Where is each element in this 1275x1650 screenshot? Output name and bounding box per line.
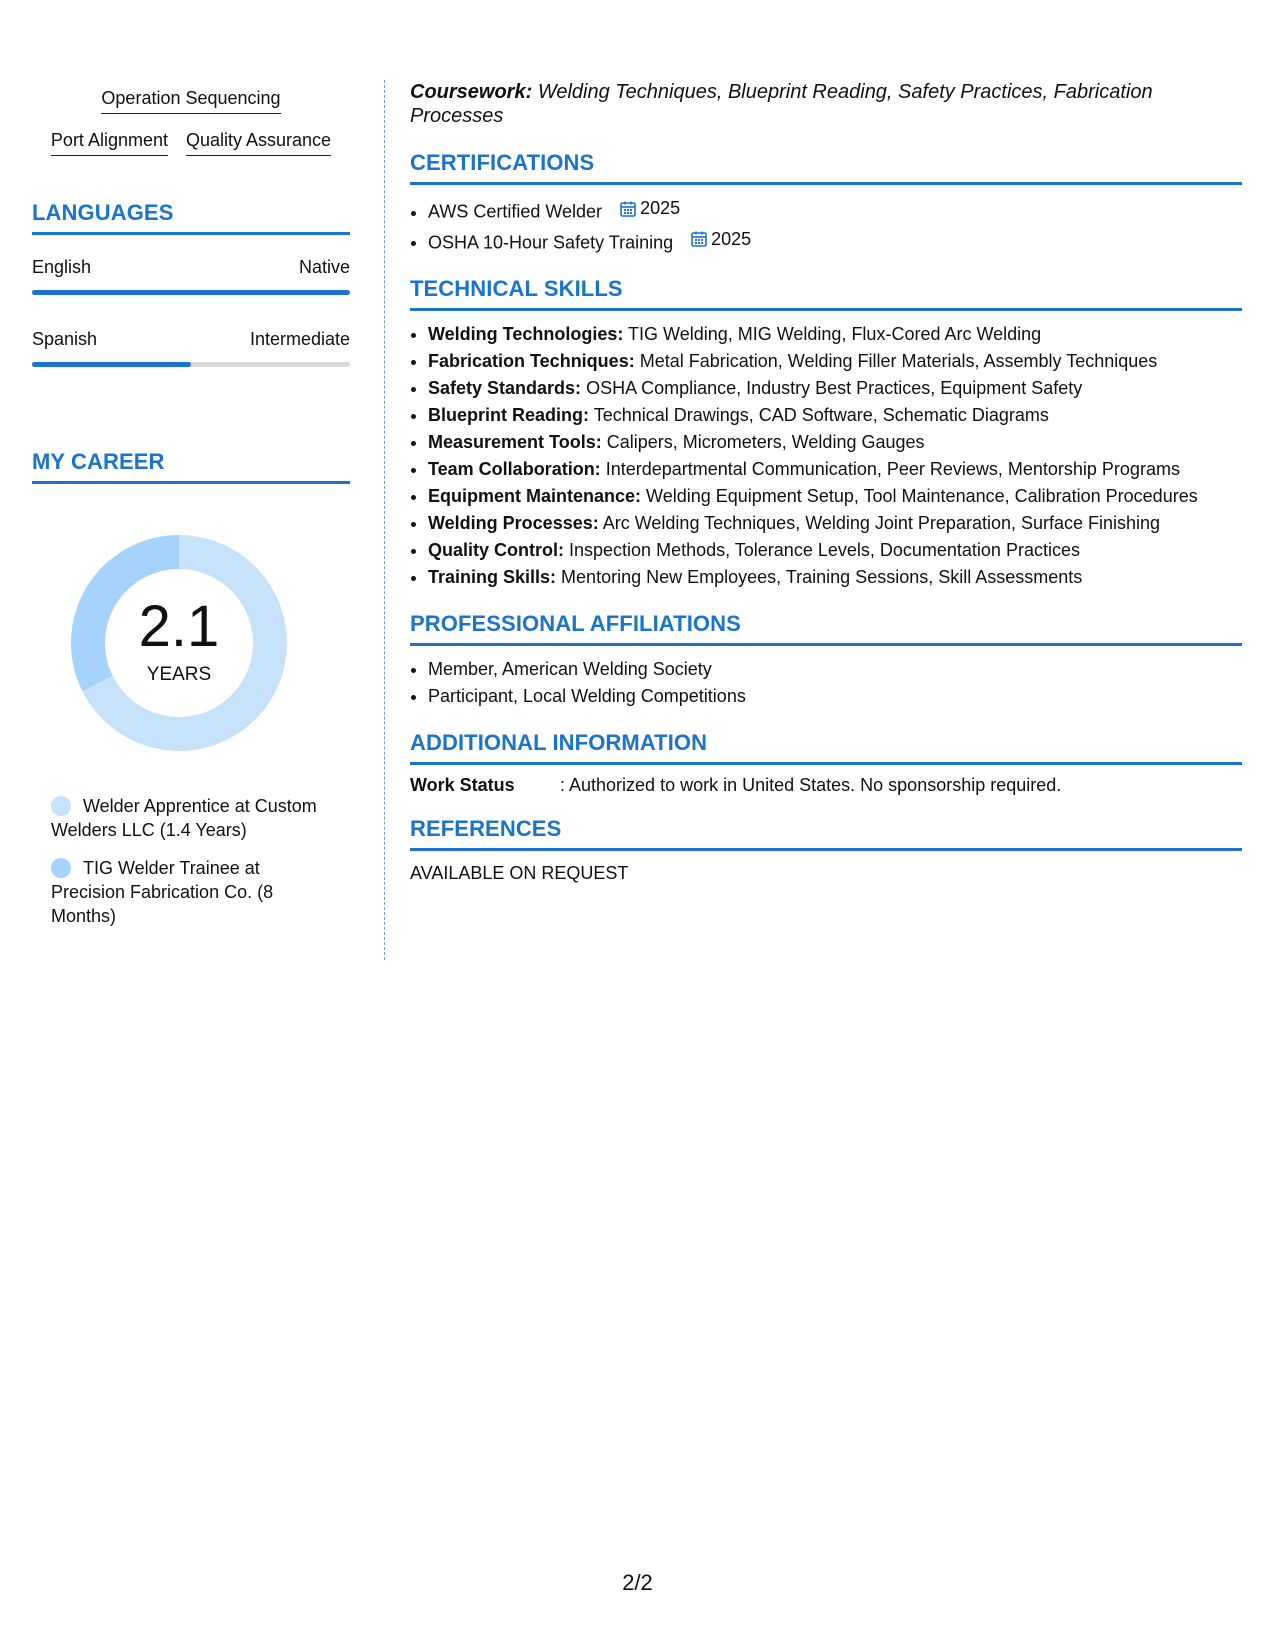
technical-skills-section	[410, 276, 1242, 591]
skill-tag: Operation Sequencing	[101, 88, 280, 114]
section-title: TECHNICAL SKILLS	[410, 276, 1242, 311]
section-title: CERTIFICATIONS	[410, 150, 1242, 185]
affiliation-item: • Participant, Local Welding Competitions	[428, 683, 1242, 710]
skill-label: Safety Standards:	[428, 378, 582, 398]
affiliations-list	[410, 656, 1242, 710]
language-level: Intermediate	[249, 329, 350, 349]
career-donut-chart	[64, 528, 294, 758]
language-item	[32, 257, 350, 295]
skill-label: Training Skills:	[428, 567, 557, 587]
affiliation-item: • Member, American Welding Society	[428, 656, 1242, 683]
section-title: LANGUAGES	[32, 200, 350, 235]
certification-year: 2025	[640, 198, 681, 218]
affiliations-section	[410, 611, 1242, 710]
references-text: AVAILABLE ON REQUEST	[410, 863, 629, 883]
work-status-row	[410, 775, 1242, 796]
skill-text: Mentoring New Employees, Training Sessions, Skill Assessments	[561, 567, 1083, 587]
skill-item	[428, 402, 1242, 429]
section-title: ADDITIONAL INFORMATION	[410, 730, 1242, 765]
certification-name: OSHA 10-Hour Safety Training	[428, 232, 674, 252]
work-status-label: Work Status	[410, 775, 515, 795]
legend-item	[51, 794, 331, 842]
coursework	[410, 80, 1242, 128]
career-section	[32, 449, 350, 928]
legend-dot	[51, 858, 71, 878]
skill-item	[428, 375, 1242, 402]
section-title: MY CAREER	[32, 449, 350, 484]
language-name: English	[32, 257, 92, 277]
skill-label: Equipment Maintenance:	[428, 486, 642, 506]
section-title: REFERENCES	[410, 816, 1242, 851]
calendar-icon	[619, 200, 637, 218]
skill-item	[428, 429, 1242, 456]
certification-item	[428, 226, 1242, 257]
language-bar	[32, 290, 350, 295]
certification-item	[428, 195, 1242, 226]
language-item	[32, 329, 350, 367]
legend-label: Welder Apprentice at Custom Welders LLC (1.4 Years)	[51, 796, 317, 840]
skill-text: Interdepartmental Communication, Peer Reviews, Mentorship Programs	[605, 459, 1180, 479]
language-bar	[32, 362, 350, 367]
languages-section	[32, 200, 350, 367]
legend-dot	[51, 796, 71, 816]
skill-text: OSHA Compliance, Industry Best Practices, Equipment Safety	[586, 378, 1083, 398]
skills-tags	[32, 88, 350, 156]
page-number: 2/2	[622, 1570, 653, 1595]
skill-item	[428, 537, 1242, 564]
career-legend	[51, 794, 350, 928]
skill-text: Technical Drawings, CAD Software, Schematic Diagrams	[593, 405, 1049, 425]
skill-item	[428, 510, 1242, 537]
skill-item	[428, 564, 1242, 591]
section-title: PROFESSIONAL AFFILIATIONS	[410, 611, 1242, 646]
certifications-section	[410, 150, 1242, 256]
skill-tag: Quality Assurance	[186, 130, 331, 156]
skill-text: TIG Welding, MIG Welding, Flux-Cored Arc Welding	[628, 324, 1042, 344]
references-section	[410, 816, 1242, 884]
skill-label: Measurement Tools:	[428, 432, 602, 452]
right-column	[410, 80, 1242, 904]
skill-item	[428, 456, 1242, 483]
skill-text: Arc Welding Techniques, Welding Joint Preparation, Surface Finishing	[602, 513, 1161, 533]
skill-label: Welding Technologies:	[428, 324, 624, 344]
skill-label: Quality Control:	[428, 540, 564, 560]
skill-label: Blueprint Reading:	[428, 405, 589, 425]
coursework-label: Coursework:	[410, 81, 533, 103]
skill-item	[428, 348, 1242, 375]
work-status-value: : Authorized to work in United States. No sponsorship required.	[560, 775, 1062, 795]
skill-item	[428, 483, 1242, 510]
language-bar-fill	[32, 290, 350, 295]
calendar-icon	[690, 230, 708, 248]
language-level: Native	[298, 257, 350, 277]
language-name: Spanish	[32, 329, 98, 349]
additional-info-section	[410, 730, 1242, 796]
skill-text: Metal Fabrication, Welding Filler Materials, Assembly Techniques	[639, 351, 1158, 371]
language-bar-fill	[32, 362, 191, 367]
skill-text: Calipers, Micrometers, Welding Gauges	[606, 432, 925, 452]
skill-text: Welding Equipment Setup, Tool Maintenance, Calibration Procedures	[646, 486, 1198, 506]
column-divider	[384, 80, 385, 960]
skills-row	[32, 130, 350, 156]
legend-label: TIG Welder Trainee at Precision Fabrication Co. (8 Months)	[51, 858, 274, 926]
technical-skills-list	[410, 321, 1242, 591]
legend-item	[51, 856, 331, 928]
skill-label: Team Collaboration:	[428, 459, 601, 479]
career-center	[64, 528, 294, 758]
certification-name: AWS Certified Welder	[428, 201, 603, 222]
certification-year: 2025	[711, 228, 752, 249]
skills-row	[32, 88, 350, 114]
skill-text: Inspection Methods, Tolerance Levels, Documentation Practices	[569, 540, 1080, 560]
career-total: 2.1	[138, 594, 220, 659]
certifications-list	[410, 195, 1242, 256]
certification-date	[690, 226, 751, 253]
certification-date	[619, 195, 680, 222]
coursework-text: Welding Techniques, Blueprint Reading, Safety Practices, Fabrication Processes	[410, 81, 1153, 127]
left-column	[32, 80, 350, 942]
skill-label: Welding Processes:	[428, 513, 599, 533]
career-unit: YEARS	[146, 664, 212, 685]
skill-tag: Port Alignment	[51, 130, 168, 156]
skill-label: Fabrication Techniques:	[428, 351, 635, 371]
skill-item	[428, 321, 1242, 348]
